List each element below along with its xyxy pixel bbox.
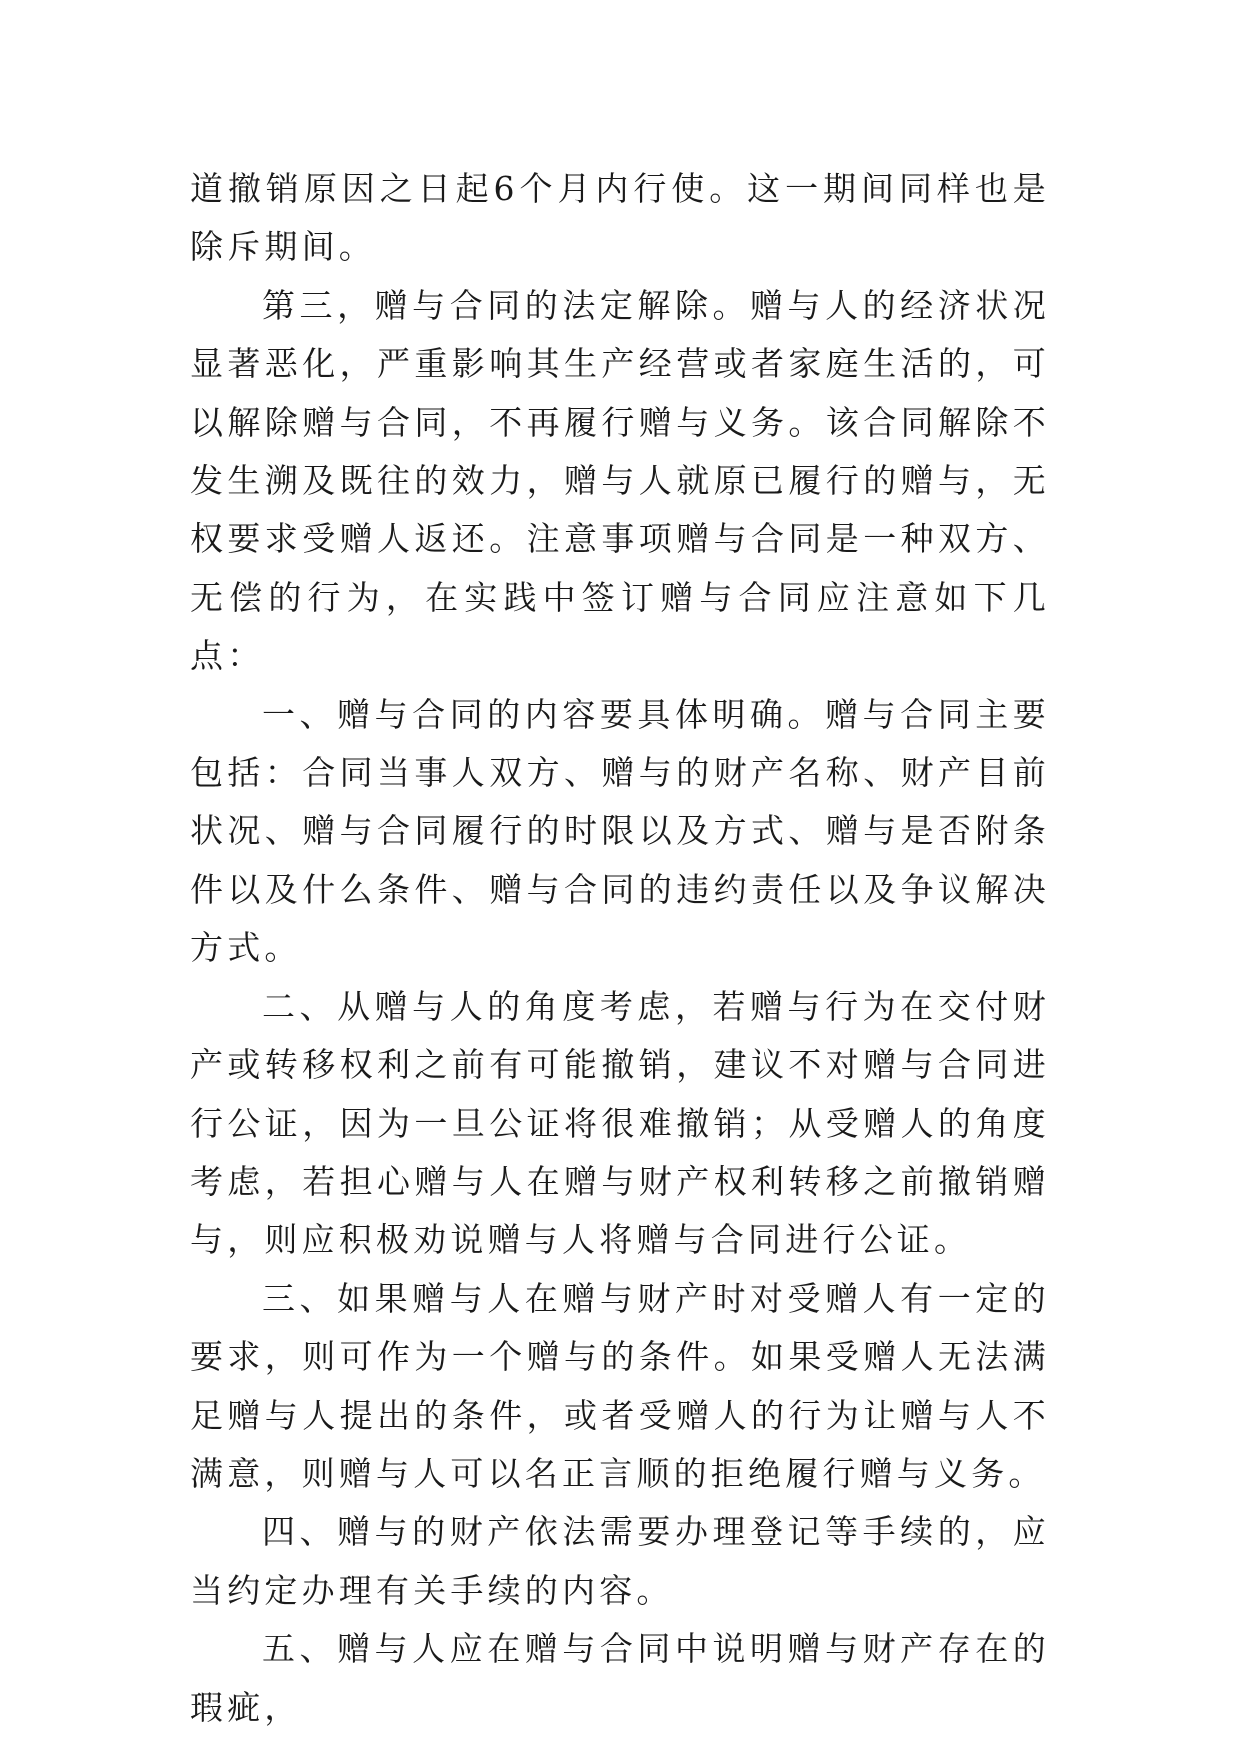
paragraph-point-three: 三、如果赠与人在赠与财产时对受赠人有一定的要求，则可作为一个赠与的条件。如果受赠人无法满足赠与人提出的条件，或者受赠人的行为让赠与人不满意，则赠与人可以名正言顺的拒绝履行赠与义务。 [190, 1278, 1050, 1493]
paragraph-point-four: 四、赠与的财产依法需要办理登记等手续的，应当约定办理有关手续的内容。 [190, 1512, 1050, 1610]
paragraph-point-two: 二、从赠与人的角度考虑，若赠与行为在交付财产或转移权利之前有可能撤销，建议不对赠与合同进行公证，因为一旦公证将很难撤销；从受赠人的角度考虑，若担心赠与人在赠与财产权利转移之前撤销赠与，则应积极劝说赠与人将赠与合同进行公证。 [190, 986, 1050, 1260]
paragraph-continuation: 道撤销原因之日起6个月内行使。这一期间同样也是除斥期间。 [190, 169, 1050, 267]
paragraph-statutory-termination: 第三，赠与合同的法定解除。赠与人的经济状况显著恶化，严重影响其生产经营或者家庭生活的，可以解除赠与合同，不再履行赠与义务。该合同解除不发生溯及既往的效力，赠与人就原已履行的赠与，无权要求受赠人返还。注意事项赠与合同是一种双方、无偿的行为，在实践中签订赠与合同应注意如下几点： [190, 285, 1050, 676]
paragraph-point-one: 一、赠与合同的内容要具体明确。赠与合同主要包括：合同当事人双方、赠与的财产名称、财产目前状况、赠与合同履行的时限以及方式、赠与是否附条件以及什么条件、赠与合同的违约责任以及争议解决方式。 [190, 694, 1050, 968]
paragraph-point-five: 五、赠与人应在赠与合同中说明赠与财产存在的瑕疵， [190, 1629, 1050, 1727]
document-body [190, 160, 1050, 1737]
